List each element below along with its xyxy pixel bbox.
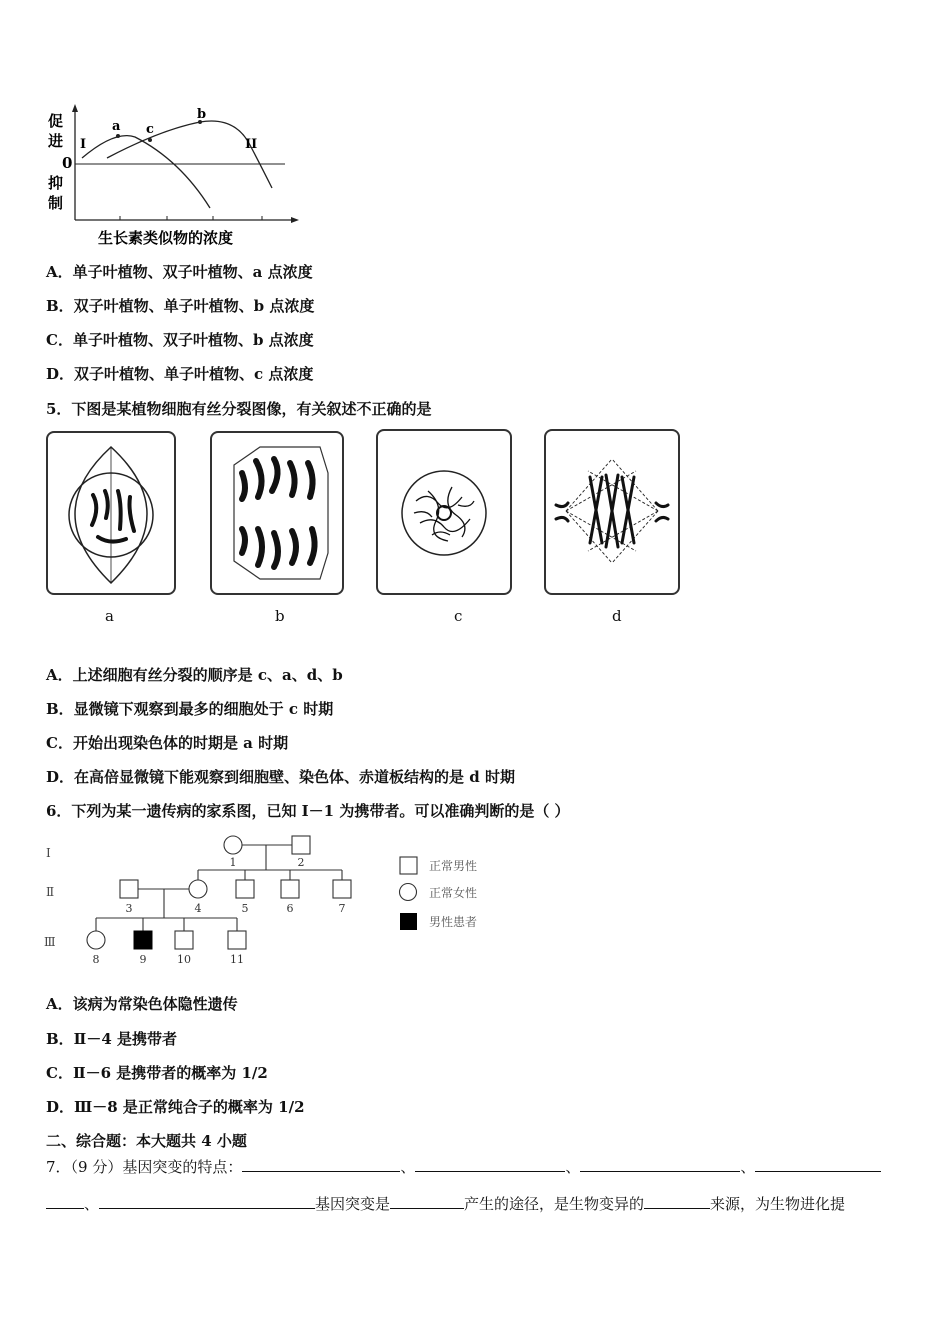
gen-label-II: Ⅱ bbox=[46, 885, 55, 899]
q5-stem: 5．下图是某植物细胞有丝分裂图像，有关叙述不正确的是 bbox=[46, 400, 432, 418]
num-7: 7 bbox=[338, 902, 346, 915]
q6-stem: 6．下列为某一遗传病的家系图，已知 Ⅰ－1 为携带者。可以准确判断的是（ ） bbox=[46, 802, 570, 820]
q7-blank-1[interactable] bbox=[242, 1157, 400, 1172]
cell-panel-d bbox=[544, 429, 680, 595]
ind-II-6 bbox=[281, 880, 299, 898]
gen-label-III: Ⅲ bbox=[44, 935, 56, 949]
q7-line-2 bbox=[46, 1193, 906, 1214]
q7-blank-7[interactable] bbox=[644, 1194, 710, 1209]
q5-option-d: D．在高倍显微镜下能观察到细胞壁、染色体、赤道板结构的是 d 时期 bbox=[46, 768, 515, 786]
ind-I-2 bbox=[292, 836, 310, 854]
q6-option-a: A．该病为常染色体隐性遗传 bbox=[46, 995, 238, 1013]
ind-III-8 bbox=[87, 931, 105, 949]
legend-female-label: 正常女性 bbox=[429, 886, 478, 900]
num-3: 3 bbox=[125, 902, 133, 915]
num-9: 9 bbox=[139, 953, 147, 966]
cell-label-a: a bbox=[105, 607, 114, 625]
num-1: 1 bbox=[229, 856, 237, 869]
cell-label-c: c bbox=[454, 607, 463, 625]
cell-d-drawing bbox=[546, 431, 678, 593]
ind-II-3 bbox=[120, 880, 138, 898]
num-2: 2 bbox=[297, 856, 305, 869]
q7-blank-6[interactable] bbox=[390, 1194, 464, 1209]
q7-sep-2: 、 bbox=[565, 1158, 581, 1176]
q7-mid: 基因突变是 bbox=[315, 1195, 391, 1213]
q7-blank-2[interactable] bbox=[415, 1157, 565, 1172]
cell-panel-a bbox=[46, 431, 176, 595]
q4-option-b: B．双子叶植物、单子叶植物、b 点浓度 bbox=[46, 297, 315, 315]
cell-b-drawing bbox=[212, 433, 342, 593]
q4-option-d: D．双子叶植物、单子叶植物、c 点浓度 bbox=[46, 365, 314, 383]
point-a bbox=[116, 134, 120, 138]
point-a-label: a bbox=[112, 119, 121, 134]
ind-III-10 bbox=[175, 931, 193, 949]
x-axis-label: 生长素类似物的浓度 bbox=[98, 229, 234, 247]
num-8: 8 bbox=[92, 953, 100, 966]
num-10: 10 bbox=[177, 953, 191, 966]
ind-II-5 bbox=[236, 880, 254, 898]
point-c bbox=[148, 138, 152, 142]
cell-c-drawing bbox=[378, 431, 510, 593]
section-2-heading: 二、综合题：本大题共 4 小题 bbox=[46, 1132, 247, 1150]
ind-III-11 bbox=[228, 931, 246, 949]
ind-II-4 bbox=[189, 880, 207, 898]
num-11: 11 bbox=[230, 953, 244, 966]
num-5: 5 bbox=[241, 902, 249, 915]
cell-panel-b bbox=[210, 431, 344, 595]
cell-label-d: d bbox=[612, 607, 622, 625]
q7-blank-3[interactable] bbox=[580, 1157, 740, 1172]
q7-prefix: 7．（9 分）基因突变的特点： bbox=[46, 1158, 243, 1176]
curve-II bbox=[107, 121, 272, 188]
q7-sep-1: 、 bbox=[400, 1158, 416, 1176]
q6-option-c: C．Ⅱ－6 是携带者的概率为 1/2 bbox=[46, 1064, 268, 1082]
q7-text-b: 来源，为生物进化提 bbox=[710, 1195, 846, 1213]
q7-blank-4[interactable] bbox=[755, 1157, 881, 1172]
auxin-graph bbox=[40, 100, 310, 250]
q7-text-a: 产生的途径，是生物变异的 bbox=[464, 1195, 645, 1213]
y-label-promote-1: 促 bbox=[48, 112, 64, 130]
q5-option-b: B．显微镜下观察到最多的细胞处于 c 时期 bbox=[46, 700, 334, 718]
cell-label-b: b bbox=[275, 607, 285, 625]
q7-blank-5[interactable] bbox=[99, 1194, 315, 1209]
ind-III-9 bbox=[134, 931, 152, 949]
ind-I-1 bbox=[224, 836, 242, 854]
q7-sep-3: 、 bbox=[740, 1158, 756, 1176]
zero-label: 0 bbox=[62, 154, 73, 172]
legend-female-icon bbox=[400, 884, 417, 901]
ind-II-7 bbox=[333, 880, 351, 898]
cell-panel-c bbox=[376, 429, 512, 595]
curve-I bbox=[82, 136, 210, 208]
q4-option-a: A．单子叶植物、双子叶植物、a 点浓度 bbox=[46, 263, 313, 281]
y-label-promote-2: 进 bbox=[48, 132, 64, 150]
q5-option-a: A．上述细胞有丝分裂的顺序是 c、a、d、b bbox=[46, 666, 343, 684]
q4-option-c: C．单子叶植物、双子叶植物、b 点浓度 bbox=[46, 331, 314, 349]
curve-II-label: II bbox=[245, 137, 258, 152]
curve-I-label: I bbox=[80, 137, 87, 152]
num-4: 4 bbox=[194, 902, 202, 915]
legend-affected-icon bbox=[400, 913, 417, 930]
legend-male-icon bbox=[400, 857, 417, 874]
q7-sep-4: 、 bbox=[84, 1195, 100, 1213]
legend-affected-label: 男性患者 bbox=[429, 915, 478, 929]
q7-line-1 bbox=[46, 1156, 906, 1177]
y-label-inhibit-2: 制 bbox=[48, 194, 64, 212]
cell-a-drawing bbox=[48, 433, 174, 593]
q6-option-d: D．Ⅲ－8 是正常纯合子的概率为 1/2 bbox=[46, 1098, 305, 1116]
point-c-label: c bbox=[146, 122, 154, 137]
q5-option-c: C．开始出现染色体的时期是 a 时期 bbox=[46, 734, 289, 752]
point-b-label: b bbox=[197, 107, 207, 122]
q7-blank-4-cont[interactable] bbox=[46, 1194, 84, 1209]
q6-option-b: B．Ⅱ－4 是携带者 bbox=[46, 1030, 177, 1048]
legend-male-label: 正常男性 bbox=[429, 859, 478, 873]
pedigree-chart bbox=[40, 830, 500, 970]
y-label-inhibit-1: 抑 bbox=[48, 174, 64, 192]
gen-label-I: Ⅰ bbox=[46, 846, 51, 860]
num-6: 6 bbox=[286, 902, 294, 915]
